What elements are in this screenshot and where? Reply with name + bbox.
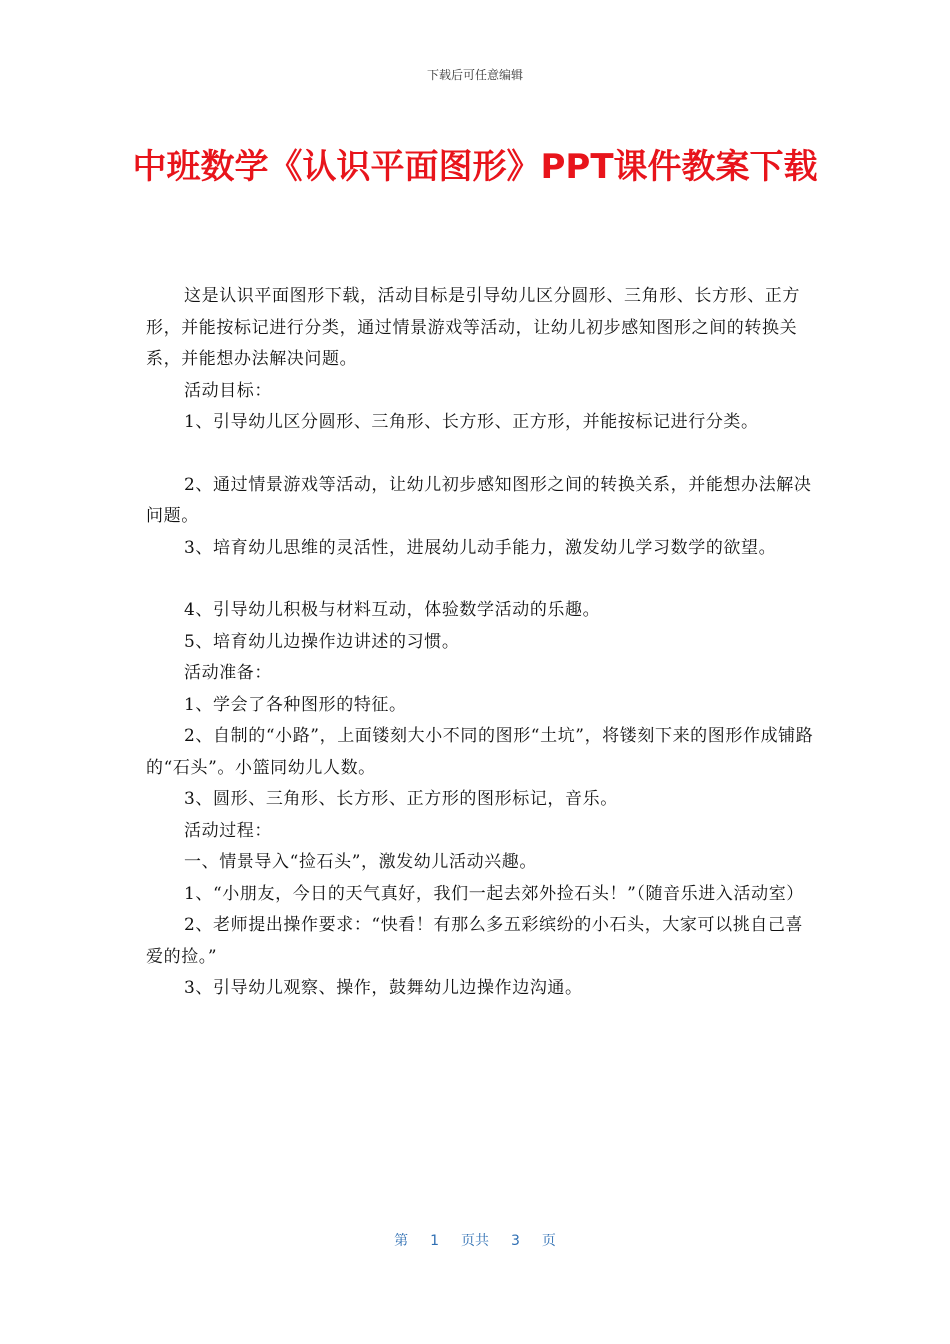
goal-item-4: 4、引导幼儿积极与材料互动，体验数学活动的乐趣。 — [184, 600, 601, 620]
footer-page-total-label: 页共 — [461, 1233, 489, 1249]
section-heading-process: 活动过程： — [184, 820, 272, 841]
goal-item-2: 2、通过情景游戏等活动，让幼儿初步感知图形之间的转换关系，并能想办法解决问题。 — [146, 474, 812, 526]
intro-paragraph: 这是认识平面图形下载，活动目标是引导幼儿区分圆形、三角形、长方形、正方形，并能按标记进行分类，通过情景游戏等活动，让幼儿初步感知图形之间的转换关系，并能想办法解决问题。 — [146, 286, 800, 369]
process-step-heading: 一、情景导入“捡石头”，激发幼儿活动兴趣。 — [184, 852, 537, 872]
section-heading-goals: 活动目标： — [184, 380, 272, 401]
page-footer — [0, 1230, 950, 1250]
preparation-item-2: 2、自制的“小路”，上面镂刻大小不同的图形“土坑”，将镂刻下来的图形作成铺路的“石头”。小篮同幼儿人数。 — [146, 726, 814, 778]
process-item-3: 3、引导幼儿观察、操作，鼓舞幼儿边操作边沟通。 — [184, 978, 583, 998]
process-item-2: 2、老师提出操作要求：“快看！有那么多五彩缤纷的小石头，大家可以挑自己喜爱的捡。” — [146, 915, 804, 967]
header-text: 下载后可任意编辑 — [426, 68, 523, 82]
footer-page-suffix: 页 — [541, 1233, 556, 1249]
preparation-item-3: 3、圆形、三角形、长方形、正方形的图形标记，音乐。 — [184, 789, 618, 809]
section-heading-preparation: 活动准备： — [184, 663, 272, 683]
process-item-1: 1、“小朋友，今日的天气真好，我们一起去郊外捡石头！”（随音乐进入活动室） — [184, 883, 804, 904]
document-body — [146, 281, 816, 1005]
footer-total-pages: 3 — [511, 1233, 520, 1249]
goal-item-5: 5、培育幼儿边操作边讲述的习惯。 — [184, 631, 460, 652]
footer-page-label: 第 — [394, 1233, 409, 1249]
document-title: 中班数学《认识平面图形》PPT课件教案下载 — [132, 147, 818, 187]
goal-item-1: 1、引导幼儿区分圆形、三角形、长方形、正方形，并能按标记进行分类。 — [184, 412, 759, 432]
page-header — [0, 66, 950, 83]
footer-page-number: 1 — [430, 1233, 439, 1249]
goal-item-3: 3、培育幼儿思维的灵活性，进展幼儿动手能力，激发幼儿学习数学的欲望。 — [184, 537, 777, 558]
preparation-item-1: 1、学会了各种图形的特征。 — [184, 694, 407, 715]
